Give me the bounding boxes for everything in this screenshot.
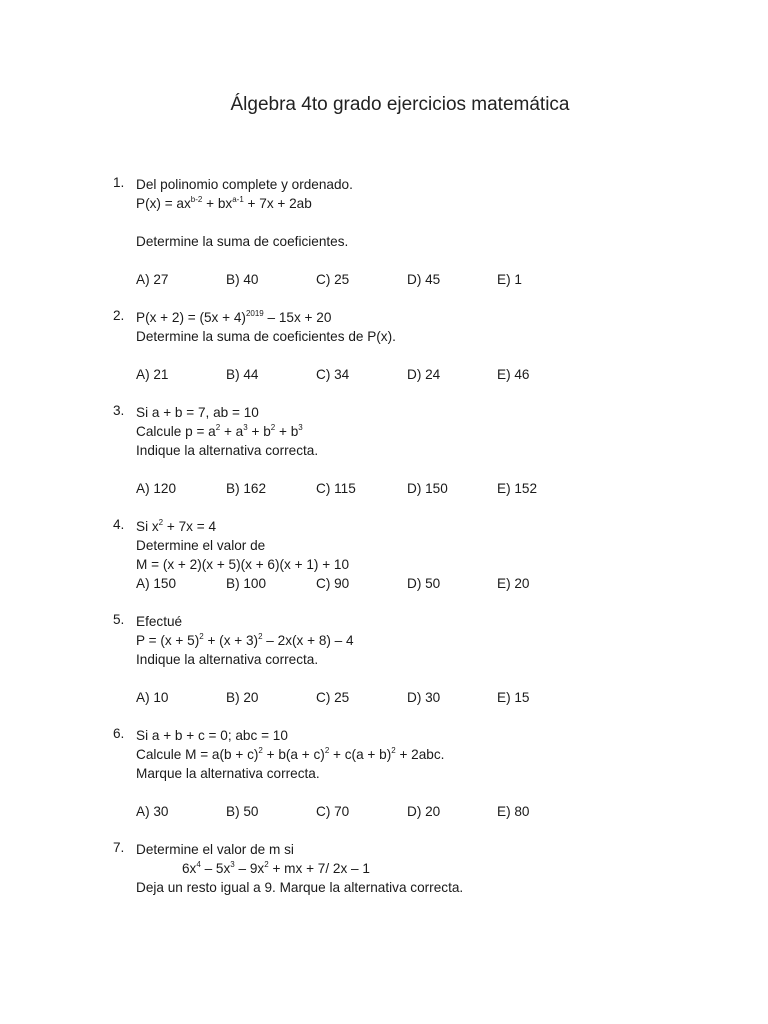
expression: $P = (x + 5)^2 + (x + 3)^2 - 2x(x + 8) - 4$ (136, 632, 354, 648)
option-e: E) 15 (497, 690, 530, 705)
option-a: A) 10 (136, 690, 169, 705)
question-text: Del polinomio complete y ordenado. (136, 177, 353, 192)
question-text: Si a + b = 7, ab = 10 (136, 405, 259, 420)
question-text: Efectué (136, 614, 183, 629)
answer-options (136, 574, 733, 593)
question-instruction: Marque la alternativa correcta. (136, 766, 320, 781)
question-number: 7. (113, 840, 125, 855)
option-d: D) 30 (407, 690, 441, 705)
option-b: B) 50 (226, 804, 259, 819)
expression: Calcule $M = a(b + c)^2 + b(a + c)^2 + c(a + b)^2 + 2abc$. (136, 746, 445, 762)
option-c: C) 25 (316, 272, 350, 287)
expression: Calcule $p = a^2 + a^3 + b^2 + b^3$ (136, 423, 303, 439)
option-d: D) 150 (407, 481, 448, 496)
option-d: D) 24 (407, 367, 441, 382)
question-2 (113, 308, 733, 384)
option-d: D) 50 (407, 576, 441, 591)
question-instruction: Determine la suma de coeficientes. (136, 234, 349, 249)
question-6 (113, 726, 733, 821)
option-e: E) 20 (497, 576, 530, 591)
question-instruction: Determine la suma de coeficientes de P(x). (136, 329, 396, 344)
division-expression: $6x^4 - 5x^3 - 9x^2$ + mx + 7/ 2x – 1 (182, 860, 370, 876)
option-c: C) 34 (316, 367, 350, 382)
exercise-list (113, 175, 733, 916)
option-b: B) 100 (226, 576, 267, 591)
answer-options (136, 479, 733, 498)
polynomial-expression: $P(x + 2) = (5x + 4)^{2019} - 15x + 20$ (136, 309, 332, 325)
question-1 (113, 175, 733, 289)
question-number: 6. (113, 726, 125, 741)
question-4 (113, 517, 733, 593)
question-instruction: Indique la alternativa correcta. (136, 652, 319, 667)
question-number: 2. (113, 308, 125, 323)
option-b: B) 40 (226, 272, 259, 287)
option-b: B) 20 (226, 690, 259, 705)
polynomial-expression: $P(x) = ax^{b-2} + bx^{a-1} + 7x + 2ab$ (136, 195, 312, 211)
question-instruction: Deja un resto igual a 9. Marque la alternativa correcta. (136, 880, 464, 895)
option-e: E) 80 (497, 804, 530, 819)
question-number: 1. (113, 175, 125, 190)
question-3 (113, 403, 733, 498)
question-number: 4. (113, 517, 125, 532)
option-c: C) 70 (316, 804, 350, 819)
option-c: C) 25 (316, 690, 350, 705)
answer-options (136, 365, 733, 384)
question-text: Si a + b + c = 0; abc = 10 (136, 728, 288, 743)
option-e: E) 46 (497, 367, 530, 382)
option-a: A) 27 (136, 272, 169, 287)
option-a: A) 150 (136, 576, 177, 591)
answer-options (136, 270, 733, 289)
expression: M = (x + 2)(x + 5)(x + 6)(x + 1) + 10 (136, 557, 350, 572)
option-c: C) 90 (316, 576, 350, 591)
option-b: B) 44 (226, 367, 259, 382)
question-number: 5. (113, 612, 125, 627)
question-number: 3. (113, 403, 125, 418)
expression: Si $x^2 + 7x = 4$ (136, 518, 217, 534)
answer-options (136, 802, 733, 821)
option-c: C) 115 (316, 481, 356, 496)
question-5 (113, 612, 733, 707)
option-d: D) 20 (407, 804, 441, 819)
option-b: B) 162 (226, 481, 267, 496)
question-text: Determine el valor de m si (136, 842, 294, 857)
question-instruction: Indique la alternativa correcta. (136, 443, 319, 458)
option-e: E) 152 (497, 481, 538, 496)
option-e: E) 1 (497, 272, 522, 287)
option-d: D) 45 (407, 272, 441, 287)
question-7 (113, 840, 733, 897)
answer-options (136, 688, 733, 707)
option-a: A) 30 (136, 804, 169, 819)
question-instruction: Determine el valor de (136, 538, 266, 553)
page-title: Álgebra 4to grado ejercicios matemática (230, 94, 570, 115)
option-a: A) 21 (136, 367, 169, 382)
option-a: A) 120 (136, 481, 177, 496)
